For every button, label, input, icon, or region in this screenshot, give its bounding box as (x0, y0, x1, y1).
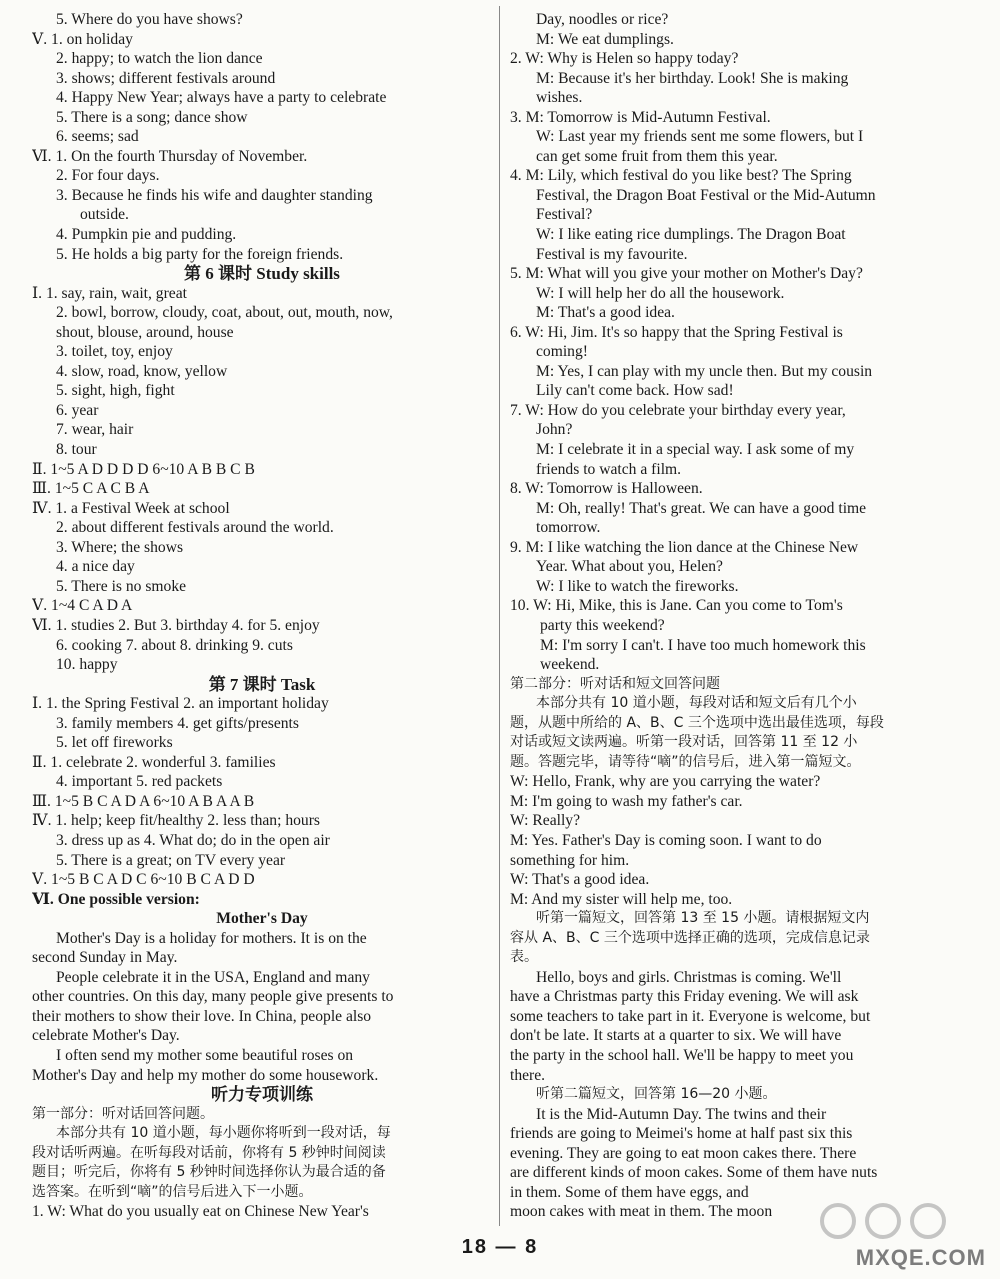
text-line: W: That's a good idea. (510, 871, 650, 889)
text-line: Festival? (536, 206, 593, 224)
text-line: 3. dress up as 4. What do; do in the open air (56, 831, 330, 849)
text-line: 4. a nice day (56, 558, 135, 576)
text-line: 3. Because he finds his wife and daughter standing (56, 186, 373, 204)
text-line: Festival is my favourite. (536, 245, 688, 263)
text-line: 5. There is no smoke (56, 577, 187, 595)
text-line: 4. important 5. red packets (56, 773, 223, 791)
text-line: W: I like to watch the fireworks. (536, 577, 739, 595)
right-column (510, 10, 945, 1222)
text-line: 第一部分：听对话回答问题。 (32, 1105, 214, 1122)
text-line: Mother's Day and help my mother do some housework. (32, 1066, 379, 1084)
text-line: 6. seems; sad (56, 128, 139, 146)
watermark-text: MXQE.COM (855, 1245, 986, 1270)
text-line: 3. shows; different festivals around (56, 69, 276, 87)
text-line: M: We eat dumplings. (536, 30, 674, 48)
text-line: are different kinds of moon cakes. Some of them have nuts (510, 1164, 878, 1182)
text-line: 2. W: Why is Helen so happy today? (510, 50, 739, 68)
text-line: Ⅰ. 1. the Spring Festival 2. an important holiday (32, 695, 329, 713)
text-line: 2. about different festivals around the world. (56, 519, 334, 537)
text-line: Day, noodles or rice? (536, 11, 669, 28)
column-divider (499, 6, 500, 1226)
text-line: Lily can't come back. How sad! (536, 382, 734, 400)
text-line: 6. year (56, 401, 99, 419)
text-line: 3. family members 4. get gifts/presents (56, 714, 299, 732)
text-line: 听力专项训练 (211, 1085, 313, 1105)
text-line: 5. There is a great; on TV every year (56, 851, 286, 869)
text-line: 2. bowl, borrow, cloudy, coat, about, out, mouth, now, (56, 304, 393, 322)
text-line: 对话或短文读两遍。听第一段对话，回答第 11 至 12 小 (510, 734, 858, 751)
text-line: coming! (536, 343, 588, 361)
text-line: M: Oh, really! That's great. We can have a good time (536, 499, 867, 517)
text-line: Ⅵ. 1. studies 2. But 3. birthday 4. for 5. enjoy (32, 616, 320, 634)
text-line: W: Hello, Frank, why are you carrying the water? (510, 773, 821, 791)
text-line: Ⅵ. 1. On the fourth Thursday of November. (32, 147, 308, 165)
text-line: 5. M: What will you give your mother on Mother's Day? (510, 265, 863, 283)
text-line: Year. What about you, Helen? (536, 558, 723, 576)
text-line: Mother's Day is a holiday for mothers. It is on the (56, 929, 367, 947)
text-line: I often send my mother some beautiful roses on (56, 1046, 354, 1064)
text-line: 5. sight, high, fight (56, 382, 175, 400)
text-line: Ⅳ. 1. a Festival Week at school (32, 499, 230, 517)
text-line: 容从 A、B、C 三个选项中选择正确的选项，完成信息记录 (510, 929, 870, 946)
text-line: 1. W: What do you usually eat on Chinese New Year's (32, 1203, 369, 1221)
text-line: W: I will help her do all the housework. (536, 284, 785, 302)
text-line: 7. wear, hair (56, 421, 134, 439)
text-line: 10. W: Hi, Mike, this is Jane. Can you come to Tom's (510, 597, 843, 615)
text-line: 表。 (510, 949, 538, 966)
text-line: 选答案。在听到“嘀”的信号后进入下一小题。 (32, 1183, 313, 1200)
text-line: outside. (80, 206, 129, 224)
text-line: the party in the school hall. We'll be happy to meet you (510, 1046, 854, 1064)
text-line: Festival, the Dragon Boat Festival or the Mid-Autumn (536, 186, 876, 204)
text-line: friends are going to Meimei's home at half past six this (510, 1125, 853, 1143)
text-line: 3. toilet, toy, enjoy (56, 343, 173, 361)
text-line: 题目；听完后，你将有 5 秒钟时间选择你认为最合适的备 (32, 1164, 386, 1181)
text-line: Hello, boys and girls. Christmas is coming. We'll (536, 968, 842, 986)
text-line: tomorrow. (536, 519, 601, 537)
text-line: second Sunday in May. (32, 949, 178, 967)
text-line: can get some fruit from them this year. (536, 147, 778, 165)
text-line: weekend. (540, 656, 600, 674)
text-line: 5. let off fireworks (56, 734, 173, 752)
text-line: 4. Pumpkin pie and pudding. (56, 226, 237, 244)
text-line: 7. W: How do you celebrate your birthday every year, (510, 401, 846, 419)
text-line: 题。答题完毕，请等待“嘀”的信号后，进入第一篇短文。 (510, 753, 861, 770)
text-line: John? (536, 421, 573, 439)
text-line: their mothers to show their love. In China, people also (32, 1007, 372, 1025)
text-line: something for him. (510, 851, 630, 869)
text-line: 10. happy (56, 656, 118, 674)
text-line: shout, blouse, around, house (56, 323, 234, 341)
text-line: have a Christmas party this Friday evening. We will ask (510, 988, 859, 1006)
text-line: 5. There is a song; dance show (56, 108, 248, 126)
text-line: Ⅲ. 1~5 C A C B A (32, 480, 150, 498)
text-line: celebrate Mother's Day. (32, 1027, 180, 1045)
text-line: in them. Some of them have eggs, and (510, 1183, 749, 1201)
text-line: there. (510, 1066, 546, 1084)
text-line: Ⅵ. One possible version: (32, 890, 200, 908)
text-line: Ⅱ. 1~5 A D D D D 6~10 A B B C B (32, 460, 255, 478)
text-line: evening. They are going to eat moon cakes there. There (510, 1144, 857, 1162)
text-line: M: That's a good idea. (536, 304, 675, 322)
text-line: 第 6 课时 Study skills (184, 264, 340, 284)
text-line: W: Last year my friends sent me some flowers, but I (536, 128, 864, 146)
text-line: Ⅴ. 1~4 C A D A (32, 597, 133, 615)
text-line: party this weekend? (540, 616, 665, 634)
text-line: 2. happy; to watch the lion dance (56, 50, 263, 68)
text-line: 6. W: Hi, Jim. It's so happy that the Spring Festival is (510, 323, 843, 341)
text-line: 9. M: I like watching the lion dance at the Chinese New (510, 538, 859, 556)
left-column (32, 10, 492, 1222)
text-line: other countries. On this day, many people give presents to (32, 988, 394, 1006)
text-line: 5. He holds a big party for the foreign friends. (56, 245, 344, 263)
text-line: 5. Where do you have shows? (56, 11, 243, 28)
text-line: 3. Where; the shows (56, 538, 184, 556)
text-line: 3. M: Tomorrow is Mid-Autumn Festival. (510, 108, 771, 126)
text-line: 本部分共有 10 道小题，每段对话和短文后有几个小 (536, 695, 857, 712)
text-line: friends to watch a film. (536, 460, 682, 478)
text-line: W: I like eating rice dumplings. The Dragon Boat (536, 226, 846, 244)
text-line: M: I celebrate it in a special way. I ask some of my (536, 441, 855, 459)
text-line: 4. M: Lily, which festival do you like best? The Spring (510, 167, 852, 185)
text-line: M: And my sister will help me, too. (510, 890, 733, 908)
text-line: 第二部分：听对话和短文回答问题 (510, 675, 720, 692)
text-line: 4. slow, road, know, yellow (56, 362, 228, 380)
page-number: 18 — 8 (461, 1236, 539, 1258)
text-line: 题，从题中所给的 A、B、C 三个选项中选出最佳选项，每段 (510, 714, 884, 731)
text-line: Mother's Day (216, 910, 308, 928)
text-line: 6. cooking 7. about 8. drinking 9. cuts (56, 636, 293, 654)
text-line: M: Yes. Father's Day is coming soon. I want to do (510, 831, 822, 849)
text-line: wishes. (536, 89, 583, 107)
text-line: It is the Mid-Autumn Day. The twins and their (536, 1105, 827, 1123)
text-line: 4. Happy New Year; always have a party to celebrate (56, 89, 387, 107)
text-line: 8. W: Tomorrow is Halloween. (510, 480, 703, 498)
text-line: 段对话听两遍。在听每段对话前，你将有 5 秒钟时间阅读 (32, 1144, 386, 1161)
text-line: Ⅴ. 1. on holiday (32, 30, 133, 48)
text-line: 8. tour (56, 441, 97, 459)
text-line: Ⅲ. 1~5 B C A D A 6~10 A B A A B (32, 792, 255, 810)
text-line: 2. For four days. (56, 167, 160, 185)
text-line: some teachers to take part in it. Everyone is welcome, but (510, 1007, 871, 1025)
text-line: 本部分共有 10 道小题，每小题你将听到一段对话，每 (56, 1125, 391, 1142)
text-line: M: I'm going to wash my father's car. (510, 792, 743, 810)
text-line: Ⅳ. 1. help; keep fit/healthy 2. less than; hours (32, 812, 320, 830)
text-line: 听第一篇短文，回答第 13 至 15 小题。请根据短文内 (536, 910, 870, 927)
text-line: People celebrate it in the USA, England and many (56, 968, 370, 986)
text-line: M: I'm sorry I can't. I have too much homework this (540, 636, 866, 654)
text-line: M: Yes, I can play with my uncle then. But my cousin (536, 362, 873, 380)
text-line: Ⅱ. 1. celebrate 2. wonderful 3. families (32, 753, 276, 771)
text-line: W: Really? (510, 812, 580, 830)
text-line: moon cakes with meat in them. The moon (510, 1203, 773, 1221)
text-line: Ⅴ. 1~5 B C A D C 6~10 B C A D D (32, 871, 255, 889)
text-line: 第 7 课时 Task (208, 674, 316, 694)
text-line: M: Because it's her birthday. Look! She is making (536, 69, 849, 87)
text-line: 听第二篇短文，回答第 16—20 小题。 (536, 1086, 777, 1103)
text-line: Ⅰ. 1. say, rain, wait, great (32, 284, 187, 302)
text-line: don't be late. It starts at a quarter to six. We will have (510, 1027, 842, 1045)
